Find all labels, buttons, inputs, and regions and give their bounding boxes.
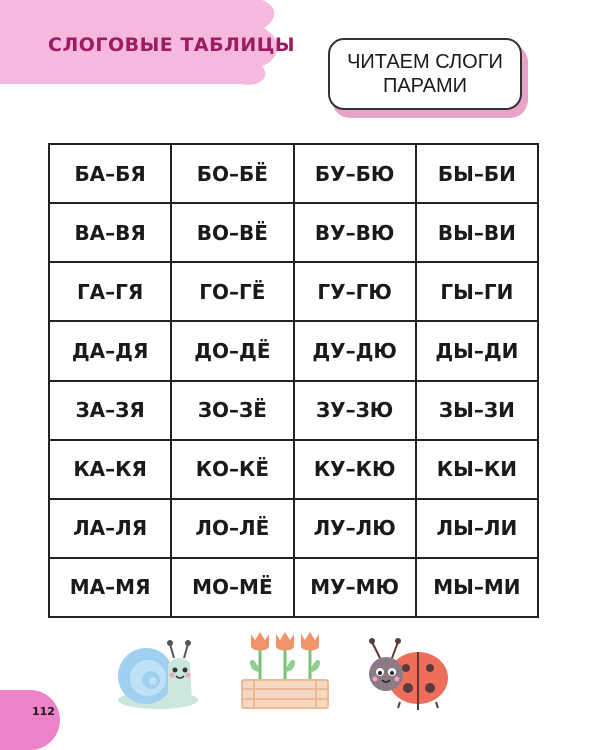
syllable-table — [48, 143, 539, 618]
syllable-cell: ЗУ–ЗЮ — [294, 381, 416, 440]
syllable-cell: ВЫ–ВИ — [416, 203, 538, 262]
syllable-cell: ВУ–ВЮ — [294, 203, 416, 262]
tulips-box-icon — [238, 628, 332, 712]
badge-line-1: ЧИТАЕМ СЛОГИ — [347, 51, 503, 73]
table-row — [49, 262, 538, 321]
syllable-cell: ЛУ–ЛЮ — [294, 499, 416, 558]
syllable-cell: ГА–ГЯ — [49, 262, 171, 321]
syllable-cell: БА–БЯ — [49, 144, 171, 203]
syllable-cell: КУ–КЮ — [294, 440, 416, 499]
syllable-cell: ГУ–ГЮ — [294, 262, 416, 321]
syllable-cell: КА–КЯ — [49, 440, 171, 499]
table-row — [49, 440, 538, 499]
syllable-cell: ДЫ–ДИ — [416, 321, 538, 380]
syllable-cell: ДО–ДЁ — [171, 321, 293, 380]
table-row — [49, 144, 538, 203]
syllable-cell: ЗА–ЗЯ — [49, 381, 171, 440]
syllable-cell: БО–БЁ — [171, 144, 293, 203]
snail-icon — [108, 634, 200, 712]
syllable-cell: КЫ–КИ — [416, 440, 538, 499]
syllable-cell: ГО–ГЁ — [171, 262, 293, 321]
page-number-tab — [0, 690, 60, 750]
syllable-cell: БЫ–БИ — [416, 144, 538, 203]
syllable-cell: МУ–МЮ — [294, 558, 416, 617]
table-row — [49, 558, 538, 617]
badge-line-2: ПАРАМИ — [382, 75, 468, 97]
syllable-cell: МЫ–МИ — [416, 558, 538, 617]
section-title: СЛОГОВЫЕ ТАБЛИЦЫ — [48, 34, 296, 56]
syllable-cell: ВА–ВЯ — [49, 203, 171, 262]
syllable-cell: ЛЫ–ЛИ — [416, 499, 538, 558]
syllable-cell: МА–МЯ — [49, 558, 171, 617]
table-row — [49, 381, 538, 440]
syllable-cell: ЗО–ЗЁ — [171, 381, 293, 440]
syllable-cell: ЛА–ЛЯ — [49, 499, 171, 558]
syllable-cell: ВО–ВЁ — [171, 203, 293, 262]
syllable-cell: ГЫ–ГИ — [416, 262, 538, 321]
table-row — [49, 499, 538, 558]
syllable-cell: БУ–БЮ — [294, 144, 416, 203]
syllable-cell: МО–МЁ — [171, 558, 293, 617]
page-number: 112 — [32, 705, 55, 718]
ladybug-icon — [362, 634, 454, 712]
table-row — [49, 203, 538, 262]
syllable-cell: ЗЫ–ЗИ — [416, 381, 538, 440]
syllable-cell: ЛО–ЛЁ — [171, 499, 293, 558]
instruction-badge — [328, 38, 522, 110]
table-row — [49, 321, 538, 380]
syllable-cell: КО–КЁ — [171, 440, 293, 499]
syllable-cell: ДУ–ДЮ — [294, 321, 416, 380]
syllable-cell: ДА–ДЯ — [49, 321, 171, 380]
